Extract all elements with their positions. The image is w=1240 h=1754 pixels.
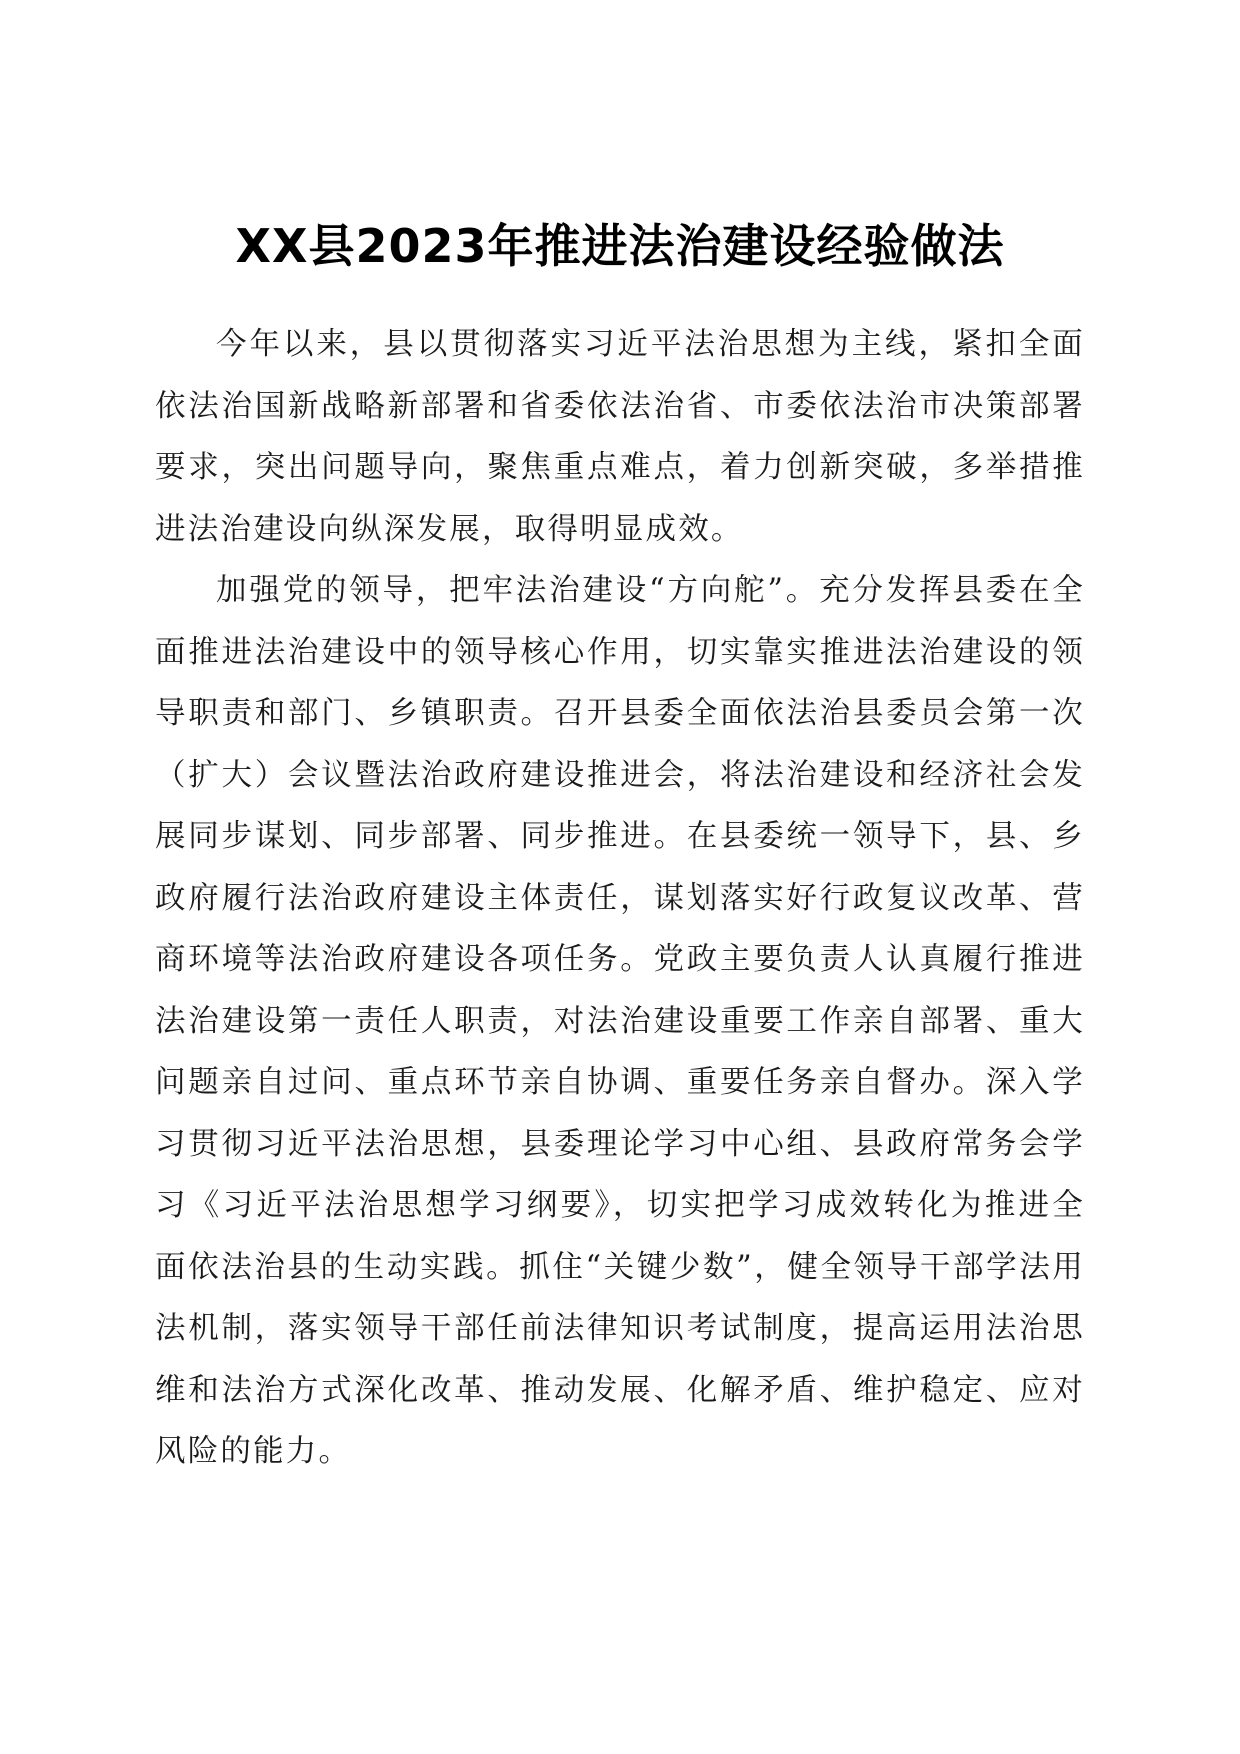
paragraph-intro: 今年以来，县以贯彻落实习近平法治思想为主线，紧扣全面依法治国新战略新部署和省委依法治省、市委依法治市决策部署要求，突出问题导向，聚焦重点难点，着力创新突破，多举措推进法治建设向纵深发展，取得明显成效。 (155, 327, 1085, 547)
document-body (155, 314, 1085, 1483)
paragraph-party-leadership: 加强党的领导，把牢法治建设“方向舵”。充分发挥县委在全面推进法治建设中的领导核心作用，切实靠实推进法治建设的领导职责和部门、乡镇职责。召开县委全面依法治县委员会第一次（扩大）会议暨法治政府建设推进会，将法治建设和经济社会发展同步谋划、同步部署、同步推进。在县委统一领导下，县、乡政府履行法治政府建设主体责任，谋划落实好行政复议改革、营商环境等法治政府建设各项任务。党政主要负责人认真履行推进法治建设第一责任人职责，对法治建设重要工作亲自部署、重大问题亲自过问、重点环节亲自协调、重要任务亲自督办。深入学习贯彻习近平法治思想，县委理论学习中心组、县政府常务会学习《习近平法治思想学习纲要》，切实把学习成效转化为推进全面依法治县的生动实践。抓住“关键少数”，健全领导干部学法用法机制，落实领导干部任前法律知识考试制度，提高运用法治思维和法治方式深化改革、推动发展、化解矛盾、维护稳定、应对风险的能力。 (155, 573, 1085, 1469)
document-title: XX县2023年推进法治建设经验做法 (235, 219, 1005, 273)
